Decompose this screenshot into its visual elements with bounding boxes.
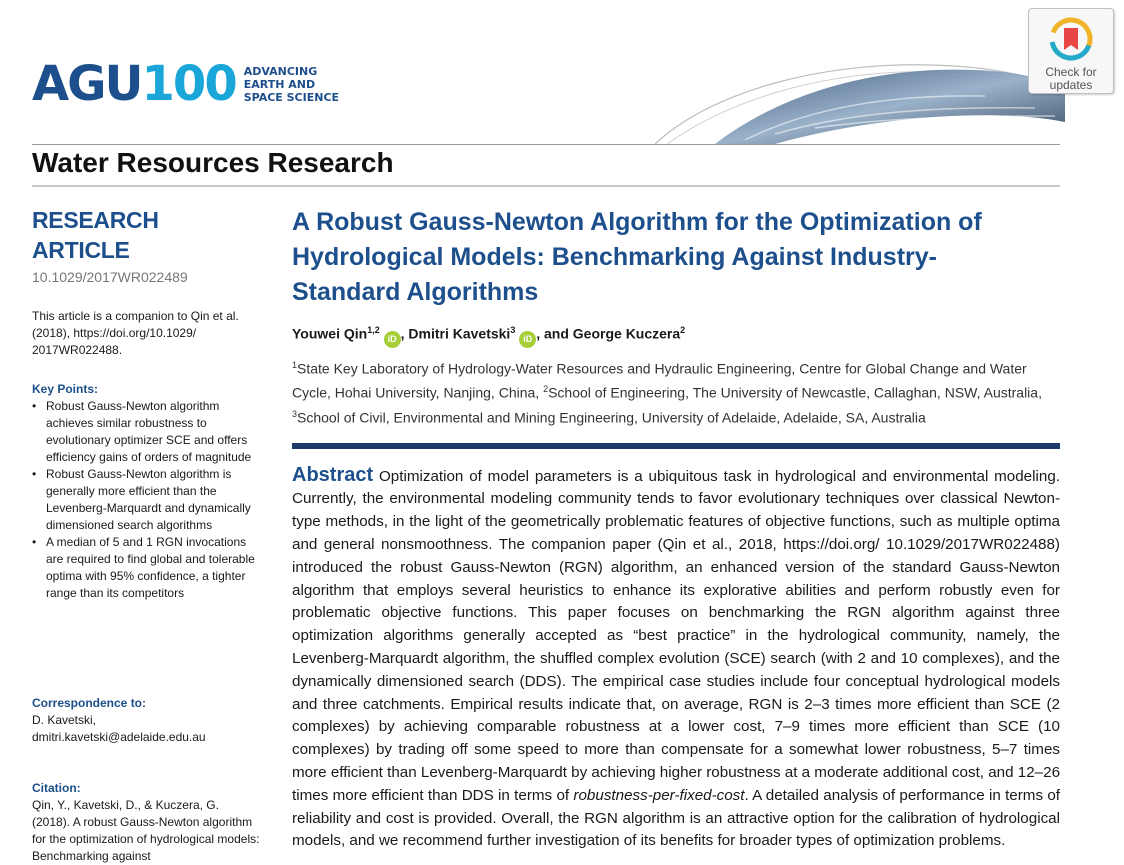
- orcid-icon[interactable]: iD: [384, 331, 401, 348]
- logo-agu: AGU: [32, 56, 142, 112]
- author-affil-sup: 1,2: [367, 325, 380, 335]
- abstract-emphasis: robustness-per-fixed-cost: [573, 786, 745, 804]
- section-divider: [292, 443, 1060, 449]
- affiliation-text: State Key Laboratory of Hydrology-Water Resources and Hydraulic Engineering, Centre for Global Change and Water Cycle, Hohai University, Nanjing, China,: [292, 360, 1027, 401]
- author-affil-sup: 3: [510, 325, 516, 335]
- author-name[interactable]: George Kuczera: [572, 325, 681, 342]
- ocean-wave-banner-image: [655, 58, 1065, 148]
- key-point-item: • A median of 5 and 1 RGN invocations are required to find global and tolerable optima with 95% confidence, a tighter range than its competitors: [32, 534, 260, 602]
- logo-tag-line: SPACE SCIENCE: [243, 90, 340, 104]
- abstract-text: Optimization of model parameters is a ubiquitous task in hydrological and environmental modeling. Currently, the environmental modeling community tends to favor evolutionary techniques over classical Newton-type methods, in the light of the geometrically problematic features of objective functions, such as multiple optima and general nonsmoothness. The companion paper (Qin et al., 2018, https://doi.org/ 10.1029/2017WR022488) introduced the robust Gauss-Newton (RGN) algorithm, an enhanced version of the standard Gauss-Newton algorithm that employs several heuristics to enhance its explorative abilities and perform robustly even for problematic objective functions. This paper focuses on benchmarking the RGN algorithm against three optimization algorithms generally accepted as “best practice” in the hydrological community, namely, the Levenberg-Marquardt algorithm, the shuffled complex evolution (SCE) search (with 2 and 10 complexes), and the dynamically dimensioned search (DDS). The empirical case studies include four conceptual hydrological models and three catchments. Empirical results indicate that, on average, RGN is 2–3 times more efficient than SCE (2 complexes) by achieving comparable robustness at a lower cost, 7–9 times more efficient than SCE (10 complexes) by trading off some speed to more than compensate for a somewhat lower robustness, 5–7 times more efficient than Levenberg-Marquardt by achieving higher robustness at a moderate additional cost, and 12–26 times more efficient than DDS in terms of: [292, 467, 1061, 804]
- abstract-heading: Abstract: [292, 463, 374, 486]
- article-doi[interactable]: 10.1029/2017WR022489: [32, 269, 188, 285]
- citation-text: Qin, Y., Kavetski, D., & Kuczera, G. (2018). A robust Gauss-Newton algorithm for the optimization of hydrological models: Benchmarking against: [32, 798, 260, 863]
- journal-title: Water Resources Research: [32, 147, 394, 178]
- affiliation-text: School of Engineering, The University of Newcastle, Callaghan, NSW, Australia,: [548, 384, 1042, 401]
- correspondence-email[interactable]: dmitri.kavetski@adelaide.edu.au: [32, 730, 206, 744]
- author-name[interactable]: Dmitri Kavetski: [408, 325, 511, 342]
- key-points-heading: Key Points:: [32, 382, 99, 396]
- key-point-item: • Robust Gauss-Newton algorithm achieves similar robustness to evolutionary optimizer SCE and offers efficiency gains of orders of magnitude: [32, 398, 260, 466]
- correspondence-heading: Correspondence to:: [32, 696, 147, 710]
- author-separator: ,: [400, 325, 409, 342]
- check-for-updates-badge[interactable]: [1028, 8, 1114, 94]
- affil-sup: 1: [292, 359, 298, 370]
- author-list: [292, 319, 1060, 348]
- orcid-icon[interactable]: iD: [519, 331, 536, 348]
- logo-100: 100: [141, 56, 236, 112]
- citation: [32, 780, 260, 865]
- affil-sup: 2: [543, 384, 549, 395]
- citation-heading: Citation:: [32, 781, 81, 795]
- logo-tag-line: ADVANCING: [243, 64, 318, 78]
- journal-divider: [32, 185, 1060, 187]
- logo-tagline: [244, 65, 339, 104]
- affil-sup: 3: [292, 408, 298, 419]
- key-points: [32, 381, 260, 602]
- author-separator: , and: [536, 325, 573, 342]
- key-point-item: • Robust Gauss-Newton algorithm is generally more efficient than the Levenberg-Marquardt and dynamically dimensioned search algorithms: [32, 466, 260, 534]
- article-title: A Robust Gauss-Newton Algorithm for the Optimization of Hydrological Models: Benchmarking Against Industry-Standard Algorithms: [292, 208, 982, 306]
- logo-tag-line: EARTH AND: [243, 77, 316, 91]
- abstract: [292, 464, 1060, 854]
- affiliation-text: School of Civil, Environmental and Mining Engineering, University of Adelaide, Adelaide, SA, Australia: [297, 409, 926, 426]
- companion-note: This article is a companion to Qin et al. (2018), https://doi.org/10.1029/ 2017WR022488.: [32, 309, 239, 357]
- check-updates-line1: Check for: [1045, 65, 1097, 79]
- author-name[interactable]: Youwei Qin: [292, 325, 368, 342]
- agu100-logo: [32, 58, 339, 110]
- header-divider: [32, 144, 1060, 145]
- affiliations: [292, 355, 1060, 429]
- abstract-text-end: . A detailed analysis of performance in terms of reliability and cost is provided. Overall, the RGN algorithm is an attractive option for the calibration of hydrological models, and we recommend further investigation of its benefits for broader types of optimization problems.: [292, 786, 1060, 850]
- check-updates-icon: [1049, 17, 1093, 61]
- check-updates-line2: updates: [1049, 78, 1093, 92]
- sidebar: [32, 205, 260, 602]
- correspondence-name: D. Kavetski,: [32, 713, 97, 727]
- author-affil-sup: 2: [680, 325, 686, 335]
- correspondence: [32, 695, 260, 746]
- article-type: RESEARCH ARTICLE: [32, 207, 159, 263]
- main-content: [292, 205, 1060, 853]
